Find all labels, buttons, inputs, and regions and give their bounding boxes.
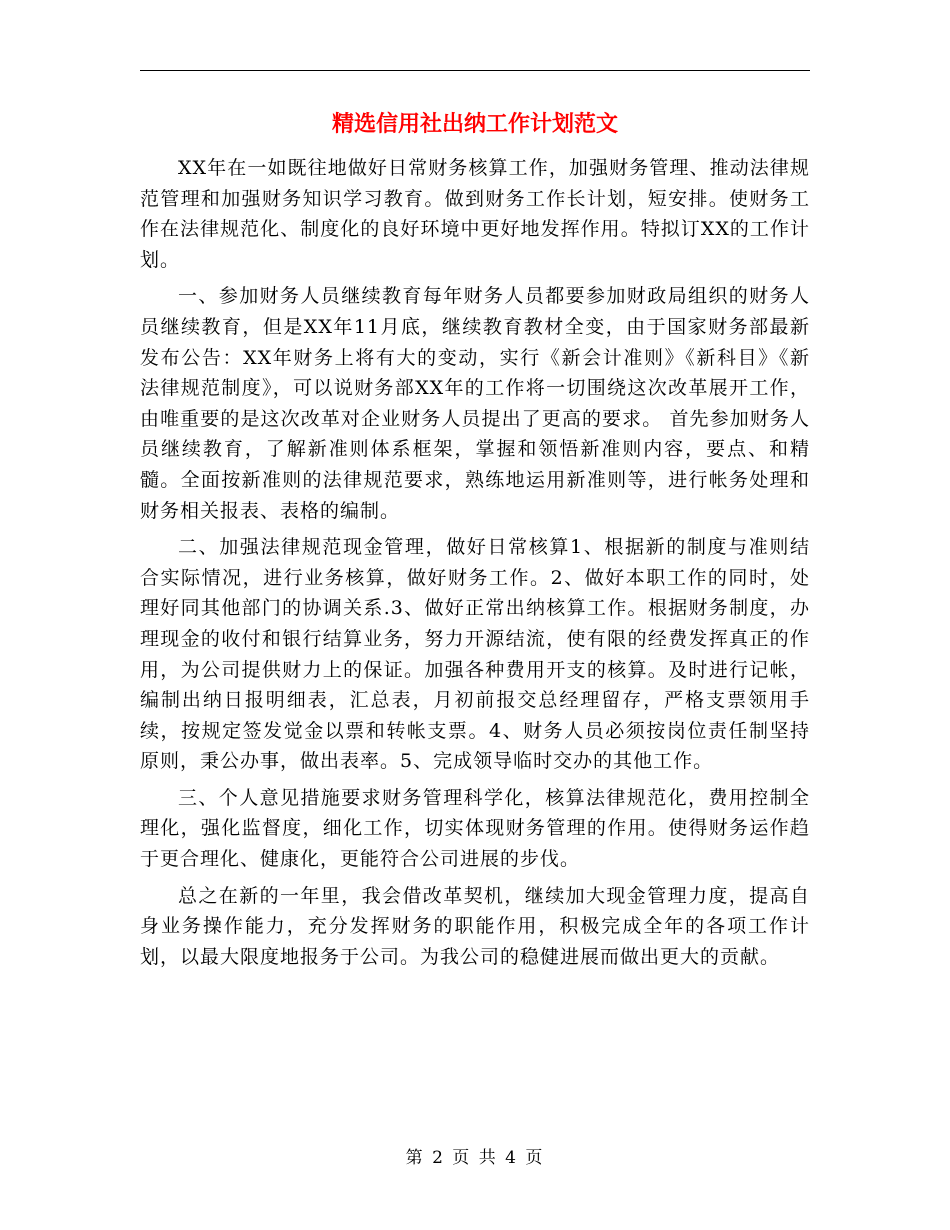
paragraph-section-2: 二、加强法律规范现金管理，做好日常核算1、根据新的制度与准则结合实际情况，进行业务核算，做好财务工作。2、做好本职工作的同时，处理好同其他部门的协调关系.3、做好正常出纳核算工作。根据财务制度，办理现金的收付和银行结算业务，努力开源结流，使有限的经费发挥真正的作用，为公司提供财力上的保证。加强各种费用开支的核算。及时进行记帐，编制出纳日报明细表，汇总表，月初前报交总经理留存，严格支票领用手续，按规定签发觉金以票和转帐支票。4、财务人员必须按岗位责任制坚持原则，秉公办事，做出表率。5、完成领导临时交办的其他工作。 xyxy=(140,536,810,773)
paragraph-conclusion: 总之在新的一年里，我会借改革契机，继续加大现金管理力度，提高自身业务操作能力，充分发挥财务的职能作用，积极完成全年的各项工作计划，以最大限度地报务于公司。为我公司的稳健进展而做出更大的贡献。 xyxy=(140,884,810,968)
header-rule xyxy=(140,70,810,71)
document-title: 精选信用社出纳工作计划范文 xyxy=(331,111,618,137)
paragraph-section-1: 一、参加财务人员继续教育每年财务人员都要参加财政局组织的财务人员继续教育，但是XX年11月底，继续教育教材全变，由于国家财务部最新发布公告：XX年财务上将有大的变动，实行《新会计准则》《新科目》《新法律规范制度》，可以说财务部XX年的工作将一切围绕这次改革展开工作，由唯重要的是这次改革对企业财务人员提出了更高的要求。 首先参加财务人员继续教育，了解新准则体系框架，掌握和领悟新准则内容，要点、和精髓。全面按新准则的法律规范要求，熟练地运用新准则等，进行帐务处理和财务相关报表、表格的编制。 xyxy=(140,285,810,522)
paragraph-intro: XX年在一如既往地做好日常财务核算工作，加强财务管理、推动法律规范管理和加强财务知识学习教育。做到财务工作长计划，短安排。使财务工作在法律规范化、制度化的良好环境中更好地发挥作用。特拟订XX的工作计划。 xyxy=(140,157,810,271)
document-body xyxy=(140,153,810,978)
page-number: 第 2 页 共 4 页 xyxy=(405,1148,545,1168)
paragraph-section-3: 三、个人意见措施要求财务管理科学化，核算法律规范化，费用控制全理化，强化监督度，细化工作，切实体现财务管理的作用。使得财务运作趋于更合理化、健康化，更能符合公司进展的步伐。 xyxy=(140,786,810,871)
